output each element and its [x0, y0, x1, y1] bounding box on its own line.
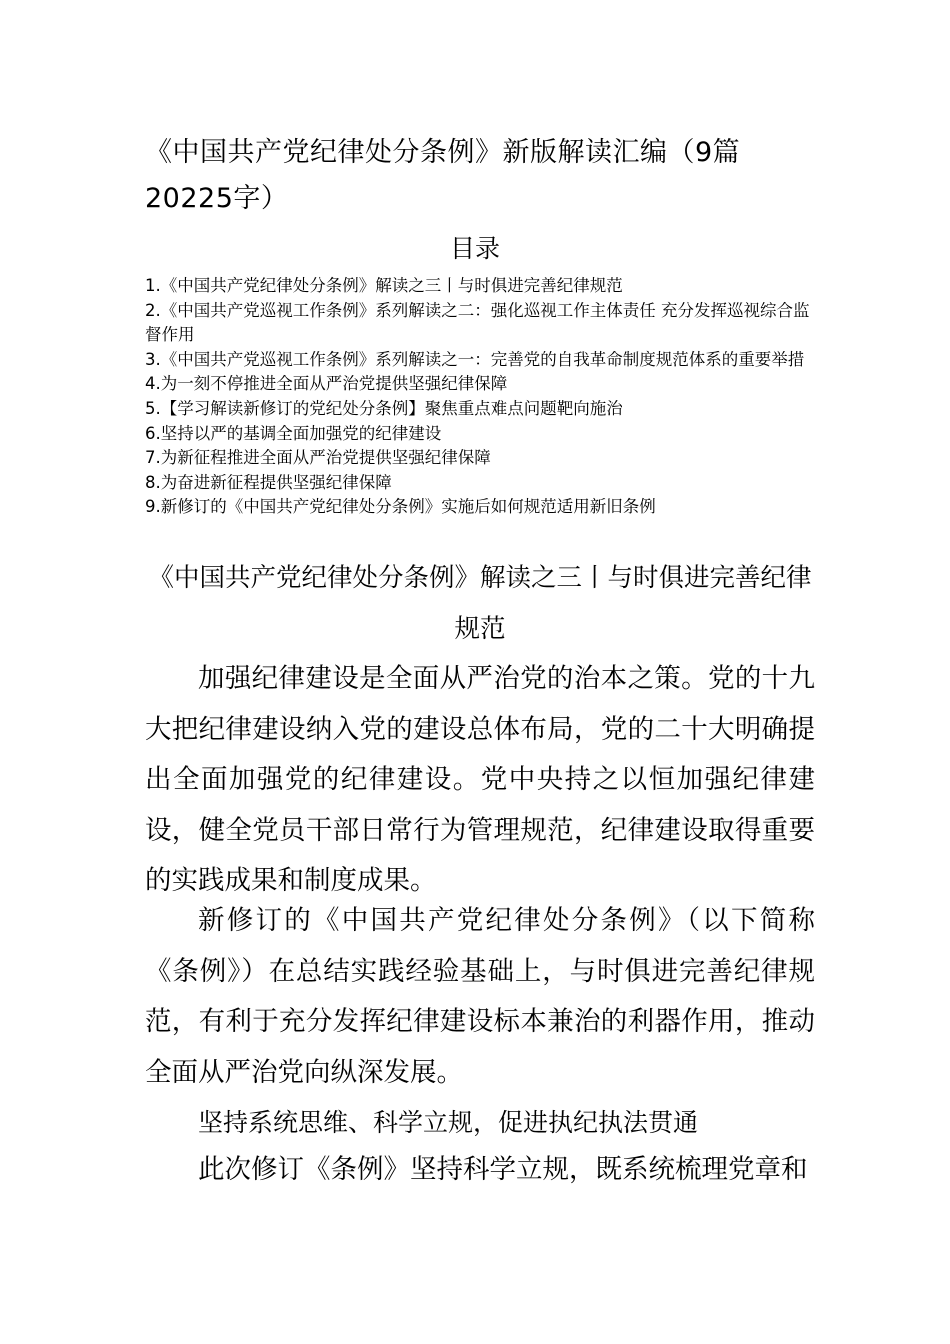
table-of-contents	[145, 274, 815, 520]
article-title: 《中国共产党纪律处分条例》解读之三丨与时俱进完善纪律规范	[148, 563, 812, 644]
body-paragraph: 加强纪律建设是全面从严治党的治本之策。党的十九大把纪律建设纳入党的建设总体布局，党的二十大明确提出全面加强党的纪律建设。党中央持之以恒加强纪律建设，健全党员干部日常行为管理规范，纪律建设取得重要的实践成果和制度成果。	[145, 663, 815, 896]
section-subheading: 坚持系统思维、科学立规，促进执纪执法贯通	[198, 1108, 699, 1137]
toc-item: 2.《中国共产党巡视工作条例》系列解读之二：强化巡视工作主体责任 充分发挥巡视综合监督作用	[145, 300, 810, 345]
toc-item: 7.为新征程推进全面从严治党提供坚强纪律保障	[145, 448, 491, 468]
toc-item: 9.新修订的《中国共产党纪律处分条例》实施后如何规范适用新旧条例	[145, 497, 656, 517]
toc-item: 6.坚持以严的基调全面加强党的纪律建设	[145, 423, 442, 443]
toc-item: 3.《中国共产党巡视工作条例》系列解读之一：完善党的自我革命制度规范体系的重要举措	[145, 349, 805, 369]
document-title: 《中国共产党纪律处分条例》新版解读汇编（9篇20225字）	[145, 137, 741, 214]
toc-item: 1.《中国共产党纪律处分条例》解读之三丨与时俱进完善纪律规范	[145, 276, 623, 295]
body-paragraph: 新修订的《中国共产党纪律处分条例》（以下简称《条例》）在总结实践经验基础上，与时俱进完善纪律规范，有利于充分发挥纪律建设标本兼治的利器作用，推动全面从严治党向纵深发展。	[145, 905, 815, 1088]
toc-item: 8.为奋进新征程提供坚强纪律保障	[145, 472, 392, 492]
body-paragraph: 此次修订《条例》坚持科学立规，既系统梳理党章和	[198, 1154, 808, 1185]
toc-heading: 目录	[449, 234, 500, 263]
toc-item: 4.为一刻不停推进全面从严治党提供坚强纪律保障	[145, 374, 508, 394]
toc-item: 5.【学习解读新修订的党纪处分条例】聚焦重点难点问题靶向施治	[145, 398, 623, 418]
